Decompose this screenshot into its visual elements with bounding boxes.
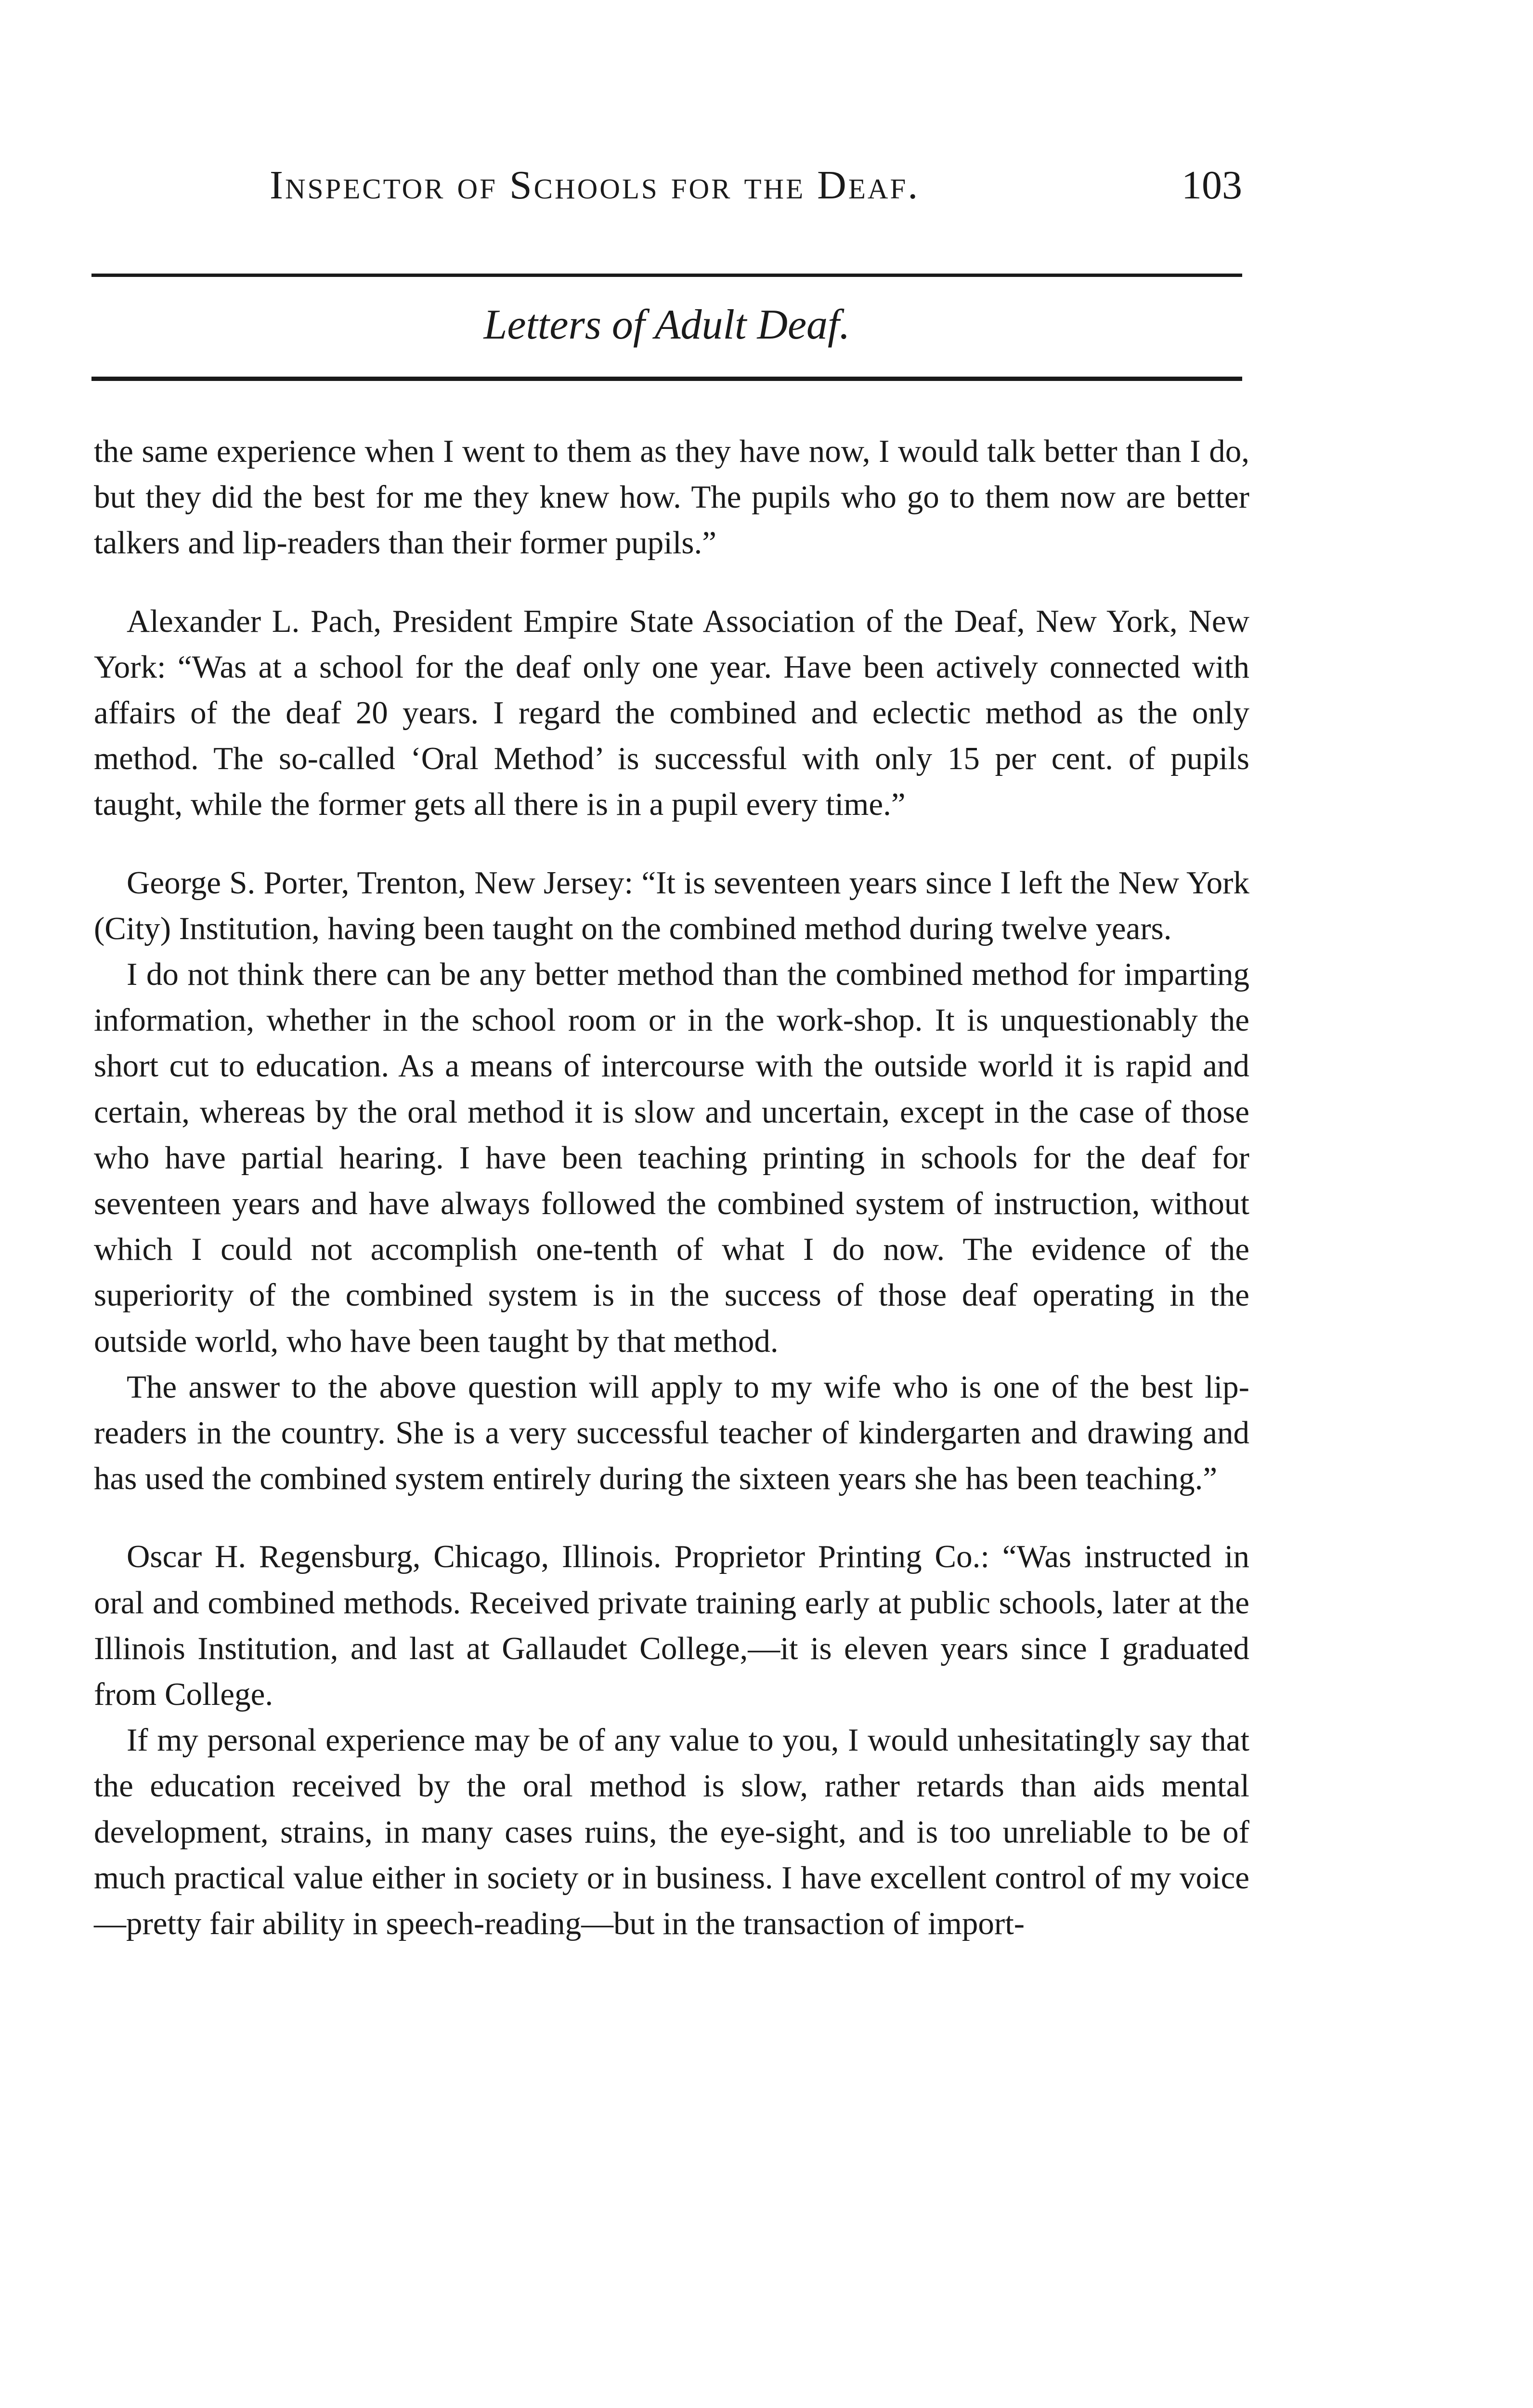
paragraph-continuation: the same experience when I went to them as they have now, I would talk better than I do, but they did the best for me they knew how. The pupils who go to them now are better talkers and lip-readers than their former pupils.” <box>94 433 1249 561</box>
header-rule-bottom <box>91 377 1242 381</box>
header-rule-top <box>91 274 1242 277</box>
paragraph-porter-method: I do not think there can be any better method than the combined method for imparting information, whether in the school room or in the work-shop. It is unquestionably the short cut to education. As a means of intercourse with the outside world it is rapid and certain, whereas by the oral method it is slow and uncertain, except in the case of those who have partial hearing. I have been teaching printing in schools for the deaf for seventeen years and have always followed the combined system of instruction, without which I could not accomplish one-tenth of what I do now. The evidence of the superiority of the combined system is in the success of those deaf operating in the outside world, who have been taught by that method. <box>94 956 1249 1359</box>
paragraph-pach-letter: Alexander L. Pach, President Empire State Association of the Deaf, New York, New York: “Was at a school for the deaf only one year. Have been actively connected with affairs of the deaf 20 years. I regard the combined and eclectic method as the only method. The so-called ‘Oral Method’ is successful with only 15 per cent. of pupils taught, while the former gets all there is in a pupil every time.” <box>94 603 1249 823</box>
running-title: Inspector of Schools for the Deaf. <box>270 163 920 208</box>
body-text <box>94 429 1249 1947</box>
paragraph-porter-letter: George S. Porter, Trenton, New Jersey: “It is seventeen years since I left the New York (City) Institution, having been taught on the combined method during twelve years. <box>94 864 1249 946</box>
paragraph-porter-wife: The answer to the above question will apply to my wife who is one of the best lip-readers in the country. She is a very successful teacher of kindergarten and drawing and has used the combined system entirely during the sixteen years she has been teaching.” <box>94 1369 1249 1497</box>
paragraph-regensburg-experience: If my personal experience may be of any value to you, I would unhesitatingly say that the education received by the oral method is slow, rather retards than aids mental development, strains, in many cases ruins, the eye-sight, and is too unreliable to be of much practical value either in society or in business. I have excellent control of my voice—pretty fair ability in speech-reading—but in the transaction of import- <box>94 1722 1249 1942</box>
section-title: Letters of Adult Deaf. <box>483 301 850 348</box>
page-number: 103 <box>1182 163 1242 208</box>
running-header <box>270 159 1242 217</box>
paragraph-regensburg-letter: Oscar H. Regensburg, Chicago, Illinois. Proprietor Printing Co.: “Was instructed in oral and combined methods. Received private training early at public schools, later at the Illinois Institution, and last at Gallaudet College,—it is eleven years since I graduated from College. <box>94 1539 1249 1713</box>
